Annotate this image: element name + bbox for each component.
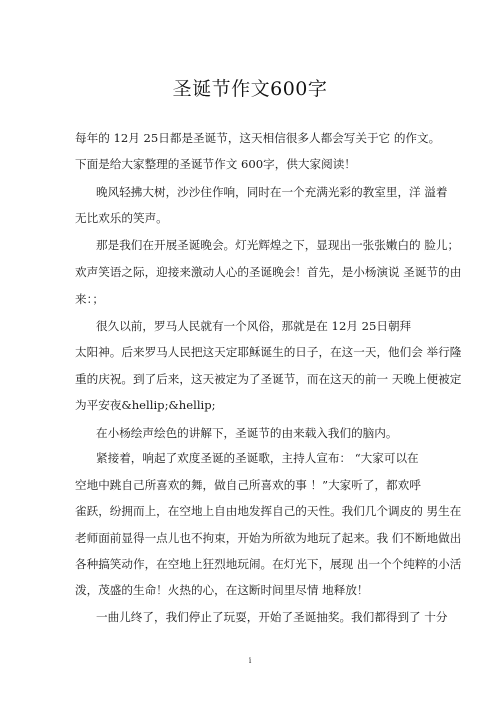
paragraph-line: 老师面前显得一点儿也不拘束，开始为所欲为地玩了起来。我 们不断地做出 xyxy=(75,531,462,545)
paragraph-line: 紧接着，响起了欢度圣诞的圣诞歌，主持人宣布： “大家可以在 xyxy=(96,451,419,465)
paragraph-line: 太阳神。后来罗马人民把这天定耶稣诞生的日子，在这一天，他们会 举行隆 xyxy=(75,345,462,359)
page-number: i xyxy=(248,656,252,665)
paragraph-line: 来：； xyxy=(75,292,104,306)
paragraph-line: 下面是给大家整理的圣诞节作文 600字，供大家阅读！ xyxy=(75,157,356,171)
paragraph-line: 很久以前，罗马人民就有一个风俗，那就是在 12月 25日朝拜 xyxy=(96,319,412,333)
paragraph-line: 雀跃，纷拥而上，在空地上自由地发挥自己的天性。我们几个调皮的 男生在 xyxy=(75,504,462,518)
paragraph-line: 一曲儿终了，我们停止了玩耍，开始了圣诞抽奖。我们都得到了 十分 xyxy=(96,610,448,624)
paragraph-line: 每年的 12月 25日都是圣诞节，这天相信很多人都会写关于它 的作文。 xyxy=(75,131,441,145)
paragraph-line: 欢声笑语之际，迎接来激动人心的圣诞晚会！首先，是小杨演说 圣诞节的由 xyxy=(75,265,462,279)
paragraph-line: 晚风轻拂大树，沙沙住作响，同时在一个充满光彩的教室里，洋 溢着 xyxy=(96,185,448,199)
paragraph-line: 在小杨绘声绘色的讲解下，圣诞节的由来载入我们的脑内。 xyxy=(96,426,398,440)
paragraph-line: 泼，茂盛的生命！火热的心，在这断时间里尽情 地释放！ xyxy=(75,583,369,597)
paragraph-line: 为平安夜&hellip;&hellip; xyxy=(75,398,216,412)
paragraph-line: 那是我们在开展圣诞晚会。灯光辉煌之下，显现出一张张嫩白的 脸儿； xyxy=(96,238,460,252)
paragraph-line: 无比欢乐的笑声。 xyxy=(75,211,168,225)
paragraph-line: 重的庆祝。到了后来，这天被定为了圣诞节，而在这天的前一 天晚上便被定 xyxy=(75,372,462,386)
document-title: 圣诞节作文600字 xyxy=(172,78,328,100)
paragraph-line: 各种搞笑动作，在空地上狂烈地玩闹。在灯光下，展现 出一个个纯粹的小活 xyxy=(75,557,462,571)
paragraph-line: 空地中跳自己所喜欢的舞，做自己所喜欢的事 ！”大家听了，都欢呼 xyxy=(75,478,421,492)
